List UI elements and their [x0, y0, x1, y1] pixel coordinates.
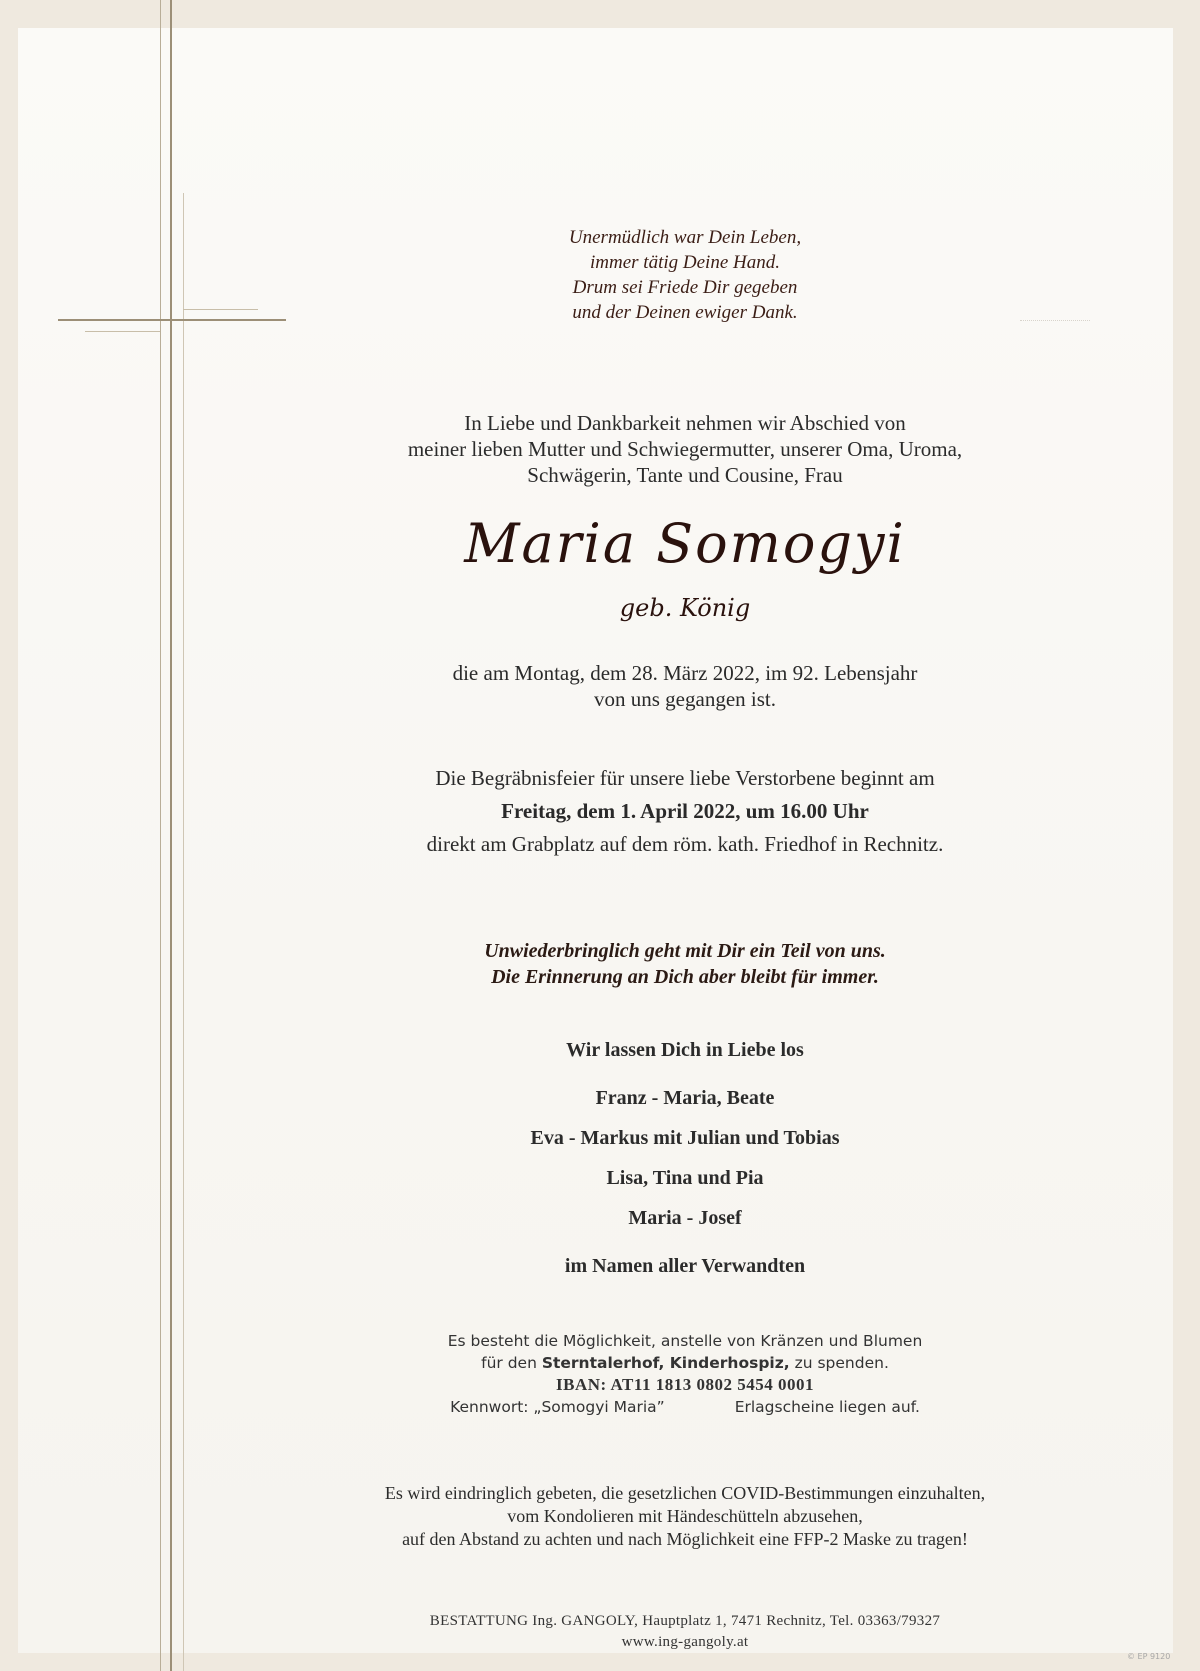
death-line: die am Montag, dem 28. März 2022, im 92. Lebensjahr [452, 661, 918, 685]
footer [290, 1611, 1080, 1653]
intro-line: Schwägerin, Tante und Cousine, Frau [527, 463, 843, 487]
top-verse [290, 225, 1080, 325]
deceased-name: Maria Somogyi [464, 512, 906, 575]
funeral-info [290, 762, 1080, 861]
bottom-verse [290, 938, 1080, 990]
family-member: Franz - Maria, Beate [595, 1087, 775, 1109]
intro-text [290, 410, 1080, 488]
death-notice [290, 660, 1080, 712]
website: www.ing-gangoly.at [621, 1634, 749, 1650]
donation-info [290, 1330, 1080, 1418]
iban: IBAN: AT11 1813 0802 5454 0001 [556, 1375, 814, 1394]
verse-line: Unermüdlich war Dein Leben, [568, 227, 802, 248]
covid-line: Es wird eindringlich gebeten, die gesetzlichen COVID-Bestimmungen einzuhalten, [384, 1483, 986, 1503]
funeral-home: BESTATTUNG Ing. GANGOLY, Hauptplatz 1, 7471 Rechnitz, Tel. 03363/79327 [429, 1613, 941, 1629]
verse-line: Die Erinnerung an Dich aber bleibt für immer. [491, 966, 879, 988]
family-member: Lisa, Tina und Pia [606, 1167, 764, 1189]
covid-line: auf den Abstand zu achten und nach Möglichkeit eine FFP-2 Maske zu tragen! [402, 1529, 968, 1549]
verse-line: Unwiederbringlich geht mit Dir ein Teil von uns. [484, 940, 886, 962]
cross-vertical-line [170, 0, 172, 1671]
cross-vertical-line-thin [160, 0, 161, 1671]
death-line: von uns gegangen ist. [594, 687, 776, 711]
verse-line: immer tätig Deine Hand. [590, 252, 780, 273]
family-list [290, 1030, 1080, 1286]
donation-line: Es besteht die Möglichkeit, anstelle von Kränzen und Blumen [447, 1332, 923, 1350]
family-closing: im Namen aller Verwandten [564, 1255, 806, 1277]
cross-horizontal-line [58, 319, 286, 321]
covid-line: vom Kondolieren mit Händeschütteln abzusehen, [507, 1506, 863, 1526]
verse-line: und der Deinen ewiger Dank. [572, 302, 798, 323]
funeral-intro: Die Begräbnisfeier für unsere liebe Verstorbene beginnt am [435, 766, 935, 790]
cross-horizontal-line-upper [183, 309, 258, 310]
verse-line: Drum sei Friede Dir gegeben [572, 277, 798, 298]
donation-line-2 [290, 1352, 1080, 1374]
print-mark: © EP 9120 [1127, 1652, 1171, 1661]
intro-line: In Liebe und Dankbarkeit nehmen wir Abschied von [464, 411, 906, 435]
funeral-place: direkt am Grabplatz auf dem röm. kath. Friedhof in Rechnitz. [426, 832, 944, 856]
family-member: Maria - Josef [628, 1207, 742, 1229]
family-member: Eva - Markus mit Julian und Tobias [530, 1127, 840, 1149]
cross-horizontal-line-lower [85, 331, 160, 332]
donation-keyword: Kennwort: „Somogyi Maria” [450, 1398, 665, 1416]
intro-line: meiner lieben Mutter und Schwiegermutter, unserer Oma, Uroma, [407, 437, 963, 461]
payment-slips-note: Erlagscheine liegen auf. [734, 1398, 920, 1416]
family-intro: Wir lassen Dich in Liebe los [566, 1039, 804, 1061]
covid-notice [290, 1482, 1080, 1551]
funeral-date: Freitag, dem 1. April 2022, um 16.00 Uhr [501, 799, 869, 823]
donation-prefix: für den [481, 1354, 537, 1372]
birth-name: geb. König [619, 594, 751, 622]
donation-organization: Sterntalerhof, Kinderhospiz, [541, 1354, 790, 1372]
donation-suffix: zu spenden. [794, 1354, 889, 1372]
keyword-row [290, 1396, 1080, 1418]
cross-vertical-line-light [183, 193, 184, 1671]
